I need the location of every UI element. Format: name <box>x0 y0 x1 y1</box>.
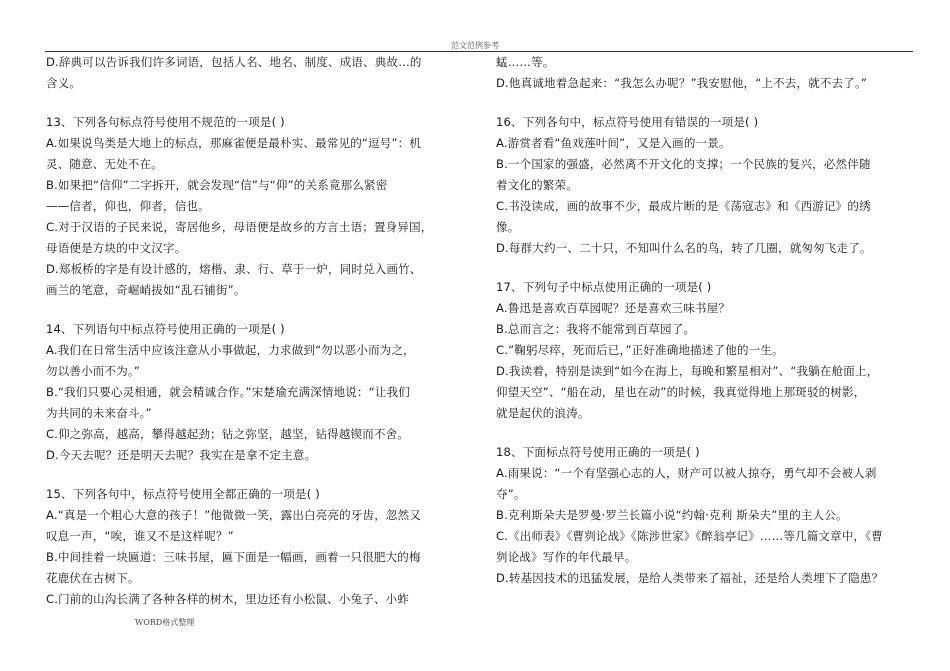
left-top-block <box>46 52 466 94</box>
text-line: 着文化的繁荣。 <box>496 178 578 192</box>
text-line: 13、下列各句标点符号使用不规范的一项是( ) <box>46 115 285 129</box>
text-line: C.仰之弥高，越高，攀得越起劲；钻之弥坚，越坚，钻得越锲而不舍。 <box>46 427 410 441</box>
text-line: D.今天去呢？还是明天去呢？我实在是拿不定主意。 <box>46 448 317 462</box>
right-top-block <box>496 52 916 94</box>
text-line: C.门前的山沟长满了各种各样的树木，里边还有小松鼠、小兔子、小蚱 <box>46 592 410 606</box>
question-14 <box>46 319 466 466</box>
spacer <box>496 94 916 112</box>
question-17 <box>496 277 916 424</box>
text-line: B.总而言之：我将不能常到百草园了。 <box>496 322 696 336</box>
question-18 <box>496 442 916 589</box>
text-line: 像。 <box>496 220 520 234</box>
text-line: 就是起伏的浪涛。 <box>496 406 590 420</box>
spacer <box>46 466 466 484</box>
question-16 <box>496 112 916 259</box>
text-line: ——信者，仰也，仰者，信也。 <box>46 199 210 213</box>
left-column <box>46 52 466 610</box>
text-line: 18、下面标点符号使用正确的一项是( ) <box>496 445 700 459</box>
text-line: D.每群大约一、二十只，不知叫什么名的鸟，转了几圈，就匆匆飞走了。 <box>496 241 872 255</box>
spacer <box>46 94 466 112</box>
text-line: D.他真诚地着急起来：“我怎么办呢？”我安慰他，“上不去，就不去了。” <box>496 76 868 90</box>
text-line: B.一个国家的强盛，必然离不开文化的支撑；一个民族的复兴，必然伴随 <box>496 157 871 171</box>
text-line: 仰望天空”、“船在动，星也在动”的时候，我真觉得地上那斑驳的树影， <box>496 385 866 399</box>
text-line: D.郑板桥的字是有设计感的，熔楷、隶、行、草于一炉，同时兑入画竹、 <box>46 262 422 276</box>
text-line: 15、下列各句中，标点符号使用全都正确的一项是( ) <box>46 487 320 501</box>
spacer <box>496 259 916 277</box>
text-line: A.如果说鸟类是大地上的标点，那麻雀便是最朴实、最常见的“逗号”：机 <box>46 136 422 150</box>
text-line: 含义。 <box>46 76 82 90</box>
spacer <box>496 424 916 442</box>
question-13 <box>46 112 466 301</box>
text-line: A.我们在日常生活中应该注意从小事做起，力求做到“勿以恶小而为之， <box>46 343 415 357</box>
text-line: 画兰的笔意，奇崛峭拔如“乱石铺街”。 <box>46 283 246 297</box>
text-line: A.“真是一个粗心大意的孩子！”他微微一笑，露出白亮亮的牙齿，忽然又 <box>46 508 422 522</box>
text-line: 蜢……等。 <box>496 55 555 69</box>
text-line: 为共同的未来奋斗。” <box>46 406 152 420</box>
text-line: B.“我们只要心灵相通，就会精诚合作。”宋楚瑜充满深情地说：“让我们 <box>46 385 410 399</box>
text-line: 花鹿伏在古树下。 <box>46 571 140 585</box>
text-line: A.雨果说：“一个有坚强心志的人，财产可以被人掠夺，勇气却不会被人剥 <box>496 466 877 480</box>
text-line: C.书没读成，画的故事不少，最成片断的是《荡寇志》和《西游记》的绣 <box>496 199 871 213</box>
question-15 <box>46 484 466 610</box>
text-line: C.《出师表》《曹刿论战》《陈涉世家》《醉翁亭记》……等几篇文章中，《曹 <box>496 529 883 543</box>
page-footer: WORD格式整理 <box>135 618 195 627</box>
text-line: A.游赏者看“鱼戏莲叶间”，又是入画的一景。 <box>496 136 731 150</box>
spacer <box>46 301 466 319</box>
text-line: 14、下列语句中标点符号使用正确的一项是( ) <box>46 322 285 336</box>
text-line: 勿以善小而不为。” <box>46 364 141 378</box>
text-line: C.对于汉语的子民来说，寄居他乡，母语便是故乡的方言土语；置身异国， <box>46 220 433 234</box>
text-line: B.克利斯朵夫是罗曼·罗兰长篇小说“约翰·克利 斯朵夫”里的主人公。 <box>496 508 848 522</box>
text-line: 灵、随意、无处不在。 <box>46 157 163 171</box>
text-line: D.辞典可以告诉我们许多词语，包括人名、地名、制度、成语、典故…的 <box>46 55 422 69</box>
text-line: 17、下列句子中标点使用正确的一项是( ) <box>496 280 712 294</box>
text-line: 夺”。 <box>496 487 526 501</box>
text-line: D.转基因技术的迅猛发展，是给人类带来了福祉，还是给人类埋下了隐患？ <box>496 571 884 585</box>
text-line: A.鲁迅是喜欢百草园呢？还是喜欢三味书屋？ <box>496 301 731 315</box>
text-line: C.“鞠躬尽瘁，死而后已，”正好准确地描述了他的一生。 <box>496 343 784 357</box>
page-header: 范文范例参考 <box>451 41 499 50</box>
text-line: D.我读着，特别是读到“如今在海上，每晚和繁星相对”、“我躺在舱面上， <box>496 364 879 378</box>
right-column <box>496 52 916 589</box>
text-line: 母语便是方块的中文汉字。 <box>46 241 187 255</box>
text-line: 16、下列各句中，标点符号使用有错误的一项是( ) <box>496 115 759 129</box>
text-line: B.中间挂着一块匾道：三味书屋，匾下面是一幅画，画着一只很肥大的梅 <box>46 550 421 564</box>
text-line: 刿论战》写作的年代最早。 <box>496 550 637 564</box>
text-line: 叹息一声，“唉，谁又不是这样呢？” <box>46 529 234 543</box>
text-line: B.如果把“信仰”二字拆开，就会发现“信”与“仰”的关系竟那么紧密 <box>46 178 388 192</box>
